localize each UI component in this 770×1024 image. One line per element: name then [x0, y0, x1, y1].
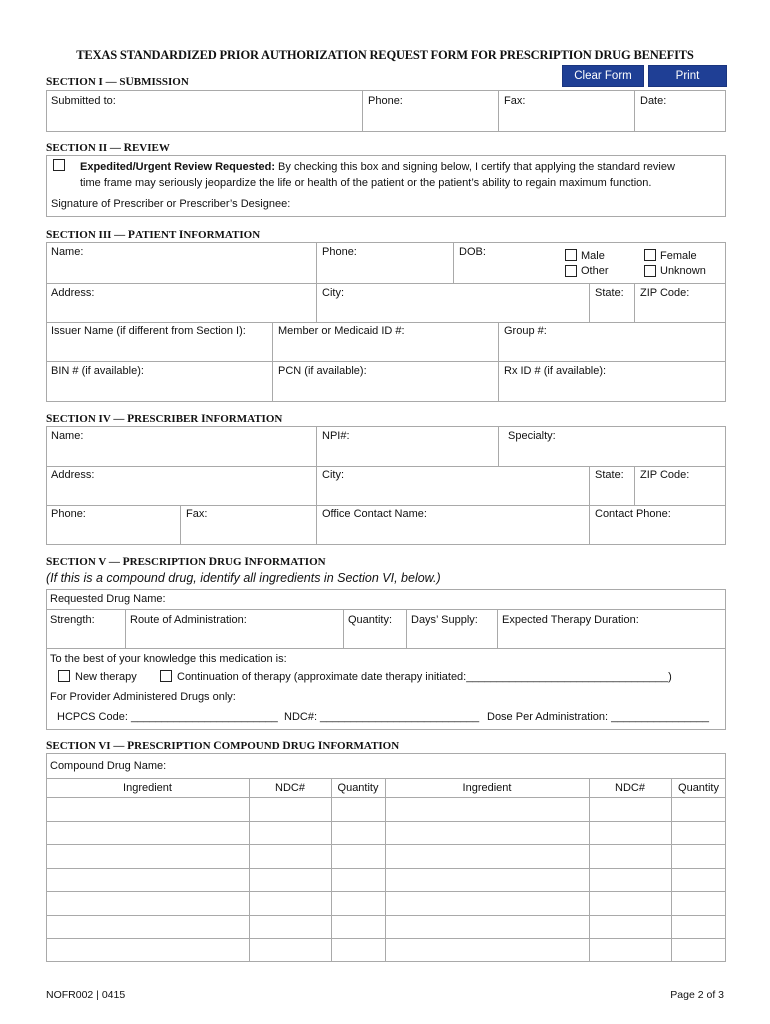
form-title: TEXAS STANDARDIZED PRIOR AUTHORIZATION REQUEST FORM FOR PRESCRIPTION DRUG BENEFITS — [76, 48, 694, 62]
strength-field[interactable]: Strength: — [50, 614, 95, 626]
continuation-checkbox[interactable] — [160, 670, 172, 682]
prescriber-phone-field[interactable]: Phone: — [51, 508, 86, 520]
submission-phone-field[interactable]: Phone: — [368, 95, 403, 107]
therapy-duration-field[interactable]: Expected Therapy Duration: — [502, 614, 639, 626]
patient-name-field[interactable]: Name: — [51, 246, 84, 258]
rx-id-field[interactable]: Rx ID # (if available): — [504, 365, 607, 377]
prescriber-fax-field[interactable]: Fax: — [186, 508, 208, 520]
prescriber-address-field[interactable]: Address: — [51, 469, 95, 481]
patient-state-field[interactable]: State: — [595, 287, 624, 299]
male-label: Male — [581, 250, 605, 262]
specialty-field[interactable]: Specialty: — [508, 430, 556, 442]
compound-drug-name-field[interactable]: Compound Drug Name: — [50, 760, 167, 772]
unknown-checkbox[interactable] — [644, 265, 656, 277]
quantity-field[interactable]: Quantity: — [348, 614, 393, 626]
requested-drug-field[interactable]: Requested Drug Name: — [50, 593, 166, 605]
patient-dob-field[interactable]: DOB: — [459, 246, 486, 258]
section-1-heading: SECTION I — SUBMISSION — [46, 76, 189, 88]
new-therapy-label: New therapy — [75, 671, 137, 683]
form-code: NOFR002 | 0415 — [46, 989, 126, 1001]
patient-city-field[interactable]: City: — [322, 287, 344, 299]
office-contact-field[interactable]: Office Contact Name: — [322, 508, 427, 520]
compound-note: (If this is a compound drug, identify all ingredients in Section VI, below.) — [46, 571, 441, 585]
patient-phone-field[interactable]: Phone: — [322, 246, 357, 258]
ndc-header-2: NDC# — [615, 782, 645, 794]
section-3-heading: SECTION III — PATIENT INFORMATION — [46, 229, 261, 241]
patient-address-field[interactable]: Address: — [51, 287, 95, 299]
section-6-heading: SECTION VI — PRESCRIPTION COMPOUND DRUG INFORMATION — [46, 740, 400, 752]
knowledge-label: To the best of your knowledge this medication is: — [50, 653, 287, 665]
days-supply-field[interactable]: Days’ Supply: — [411, 614, 478, 626]
continuation-label: Continuation of therapy (approximate date therapy initiated:_________________________________) — [177, 671, 672, 683]
provider-ndc-field[interactable]: NDC#: __________________________ — [284, 711, 480, 723]
expedited-review-checkbox[interactable] — [53, 159, 65, 171]
member-id-field[interactable]: Member or Medicaid ID #: — [278, 325, 405, 337]
male-checkbox[interactable] — [565, 249, 577, 261]
prescriber-zip-field[interactable]: ZIP Code: — [640, 469, 690, 481]
other-label: Other — [581, 265, 609, 277]
bin-field[interactable]: BIN # (if available): — [51, 365, 144, 377]
other-checkbox[interactable] — [565, 265, 577, 277]
clear-form-button[interactable]: Clear Form — [562, 65, 644, 87]
expedited-review-text: Expedited/Urgent Review Requested: By checking this box and signing below, I certify that applying the standard review — [80, 161, 675, 173]
section-4-heading: SECTION IV — PRESCRIBER INFORMATION — [46, 413, 283, 425]
section-5-heading: SECTION V — PRESCRIPTION DRUG INFORMATION — [46, 556, 326, 568]
expedited-review-text-2: time frame may seriously jeopardize the life or health of the patient or the patient’s ability to regain maximum function. — [80, 177, 652, 189]
provider-administered-label: For Provider Administered Drugs only: — [50, 691, 236, 703]
contact-phone-field[interactable]: Contact Phone: — [595, 508, 671, 520]
prescriber-info-box — [46, 426, 726, 545]
quantity-header-2: Quantity — [678, 782, 719, 794]
npi-field[interactable]: NPI#: — [322, 430, 350, 442]
unknown-label: Unknown — [660, 265, 706, 277]
submission-fax-field[interactable]: Fax: — [504, 95, 526, 107]
submitted-to-field[interactable]: Submitted to: — [51, 95, 116, 107]
page-number: Page 2 of 3 — [670, 989, 724, 1001]
female-label: Female — [660, 250, 697, 262]
dose-field[interactable]: Dose Per Administration: ________________ — [487, 711, 709, 723]
prescriber-city-field[interactable]: City: — [322, 469, 344, 481]
group-number-field[interactable]: Group #: — [504, 325, 547, 337]
section-2-heading: SECTION II — REVIEW — [46, 142, 170, 154]
ingredient-header-2: Ingredient — [462, 782, 512, 794]
route-field[interactable]: Route of Administration: — [130, 614, 247, 626]
new-therapy-checkbox[interactable] — [58, 670, 70, 682]
ingredient-header-1: Ingredient — [123, 782, 172, 794]
prescriber-name-field[interactable]: Name: — [51, 430, 84, 442]
print-button[interactable]: Print — [648, 65, 727, 87]
ndc-header-1: NDC# — [275, 782, 305, 794]
prescriber-signature-field[interactable]: Signature of Prescriber or Prescriber’s Designee: — [51, 198, 291, 210]
hcpcs-field[interactable]: HCPCS Code: ________________________ — [57, 711, 278, 723]
quantity-header-1: Quantity — [337, 782, 379, 794]
issuer-name-field[interactable]: Issuer Name (if different from Section I): — [51, 325, 246, 337]
submission-date-field[interactable]: Date: — [640, 95, 667, 107]
prescriber-state-field[interactable]: State: — [595, 469, 624, 481]
pcn-field[interactable]: PCN (if available): — [278, 365, 367, 377]
patient-zip-field[interactable]: ZIP Code: — [640, 287, 690, 299]
female-checkbox[interactable] — [644, 249, 656, 261]
